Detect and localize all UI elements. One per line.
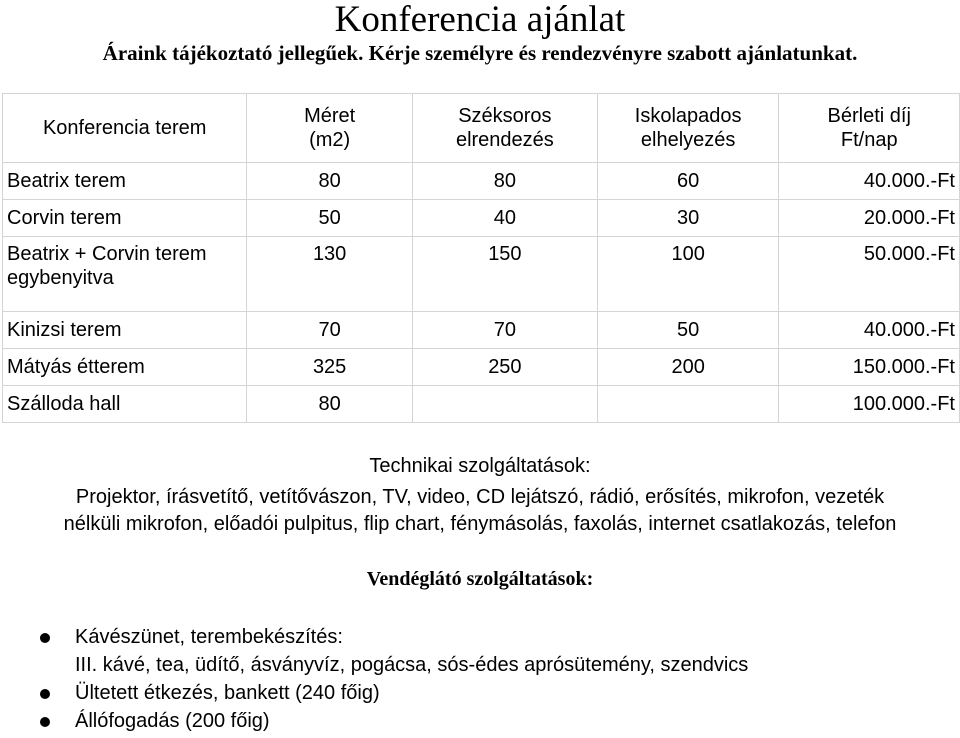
cell-fee: 40.000.-Ft <box>779 312 960 349</box>
catering-item-label: Ültetett étkezés, bankett (240 főig) <box>75 682 380 704</box>
header-size-line1: Méret <box>304 105 356 127</box>
catering-item-label: Állófogadás (200 főig) <box>75 710 270 732</box>
room-table <box>2 93 960 423</box>
technical-services-list <box>0 484 960 538</box>
table-row <box>3 349 960 386</box>
cell-school: 100 <box>597 237 779 312</box>
list-item <box>40 707 748 735</box>
header-size-line2: (m2) <box>309 129 351 151</box>
header-fee-line2: Ft/nap <box>840 129 898 151</box>
cell-theatre: 70 <box>412 312 597 349</box>
cell-theatre: 250 <box>412 349 597 386</box>
bullet-icon <box>40 717 50 727</box>
technical-line-2: nélküli mikrofon, előadói pulpitus, flip chart, fénymásolás, faxolás, internet csatlakozás, telefon <box>63 513 897 535</box>
header-theatre <box>412 94 597 163</box>
header-size <box>247 94 413 163</box>
header-fee <box>779 94 960 163</box>
bullet-icon <box>40 633 50 643</box>
table-row <box>3 200 960 237</box>
cell-size: 325 <box>247 349 413 386</box>
table-row <box>3 386 960 423</box>
cell-size: 130 <box>247 237 413 312</box>
technical-line-1: Projektor, írásvetítő, vetítővászon, TV, video, CD lejátszó, rádió, erősítés, mikrofon, vezeték <box>75 486 885 508</box>
cell-fee: 40.000.-Ft <box>779 163 960 200</box>
cell-room: Szálloda hall <box>3 386 247 423</box>
catering-item-label: Kávészünet, terembekészítés: <box>75 626 343 648</box>
cell-size: 70 <box>247 312 413 349</box>
header-room: Konferencia terem <box>3 94 247 163</box>
cell-school: 200 <box>597 349 779 386</box>
cell-theatre <box>412 386 597 423</box>
cell-fee: 150.000.-Ft <box>779 349 960 386</box>
table-row <box>3 237 960 312</box>
cell-theatre: 150 <box>412 237 597 312</box>
page-title: Konferencia ajánlat <box>334 0 626 40</box>
cell-room: Beatrix + Corvin terem egybenyitva <box>3 237 247 312</box>
header-theatre-line2: elrendezés <box>455 129 554 151</box>
cell-room: Kinizsi terem <box>3 312 247 349</box>
list-item <box>40 623 748 679</box>
table-row <box>3 312 960 349</box>
cell-size: 80 <box>247 163 413 200</box>
cell-size: 80 <box>247 386 413 423</box>
cell-fee: 20.000.-Ft <box>779 200 960 237</box>
cell-size: 50 <box>247 200 413 237</box>
cell-fee: 50.000.-Ft <box>779 237 960 312</box>
header-fee-line1: Bérleti díj <box>827 105 911 127</box>
table-row <box>3 163 960 200</box>
cell-fee: 100.000.-Ft <box>779 386 960 423</box>
bullet-icon <box>40 689 50 699</box>
cell-room: Beatrix terem <box>3 163 247 200</box>
technical-services-title: Technikai szolgáltatások: <box>369 455 591 477</box>
cell-room: Corvin terem <box>3 200 247 237</box>
cell-theatre: 40 <box>412 200 597 237</box>
catering-services-title: Vendéglátó szolgáltatások: <box>366 568 594 590</box>
cell-school: 30 <box>597 200 779 237</box>
cell-theatre: 80 <box>412 163 597 200</box>
catering-list <box>40 623 748 735</box>
header-school <box>597 94 779 163</box>
cell-school: 50 <box>597 312 779 349</box>
table-header-row <box>3 94 960 163</box>
catering-item-detail: III. kávé, tea, üdítő, ásványvíz, pogácsa, sós-édes aprósütemény, szendvics <box>75 654 749 676</box>
page-subtitle: Áraink tájékoztató jellegűek. Kérje személyre és rendezvényre szabott ajánlatunkat. <box>102 41 858 65</box>
header-theatre-line1: Széksoros <box>458 105 552 127</box>
list-item <box>40 679 748 707</box>
header-school-line2: elhelyezés <box>640 129 736 151</box>
cell-school: 60 <box>597 163 779 200</box>
header-school-line1: Iskolapados <box>634 105 742 127</box>
cell-school <box>597 386 779 423</box>
cell-room: Mátyás étterem <box>3 349 247 386</box>
